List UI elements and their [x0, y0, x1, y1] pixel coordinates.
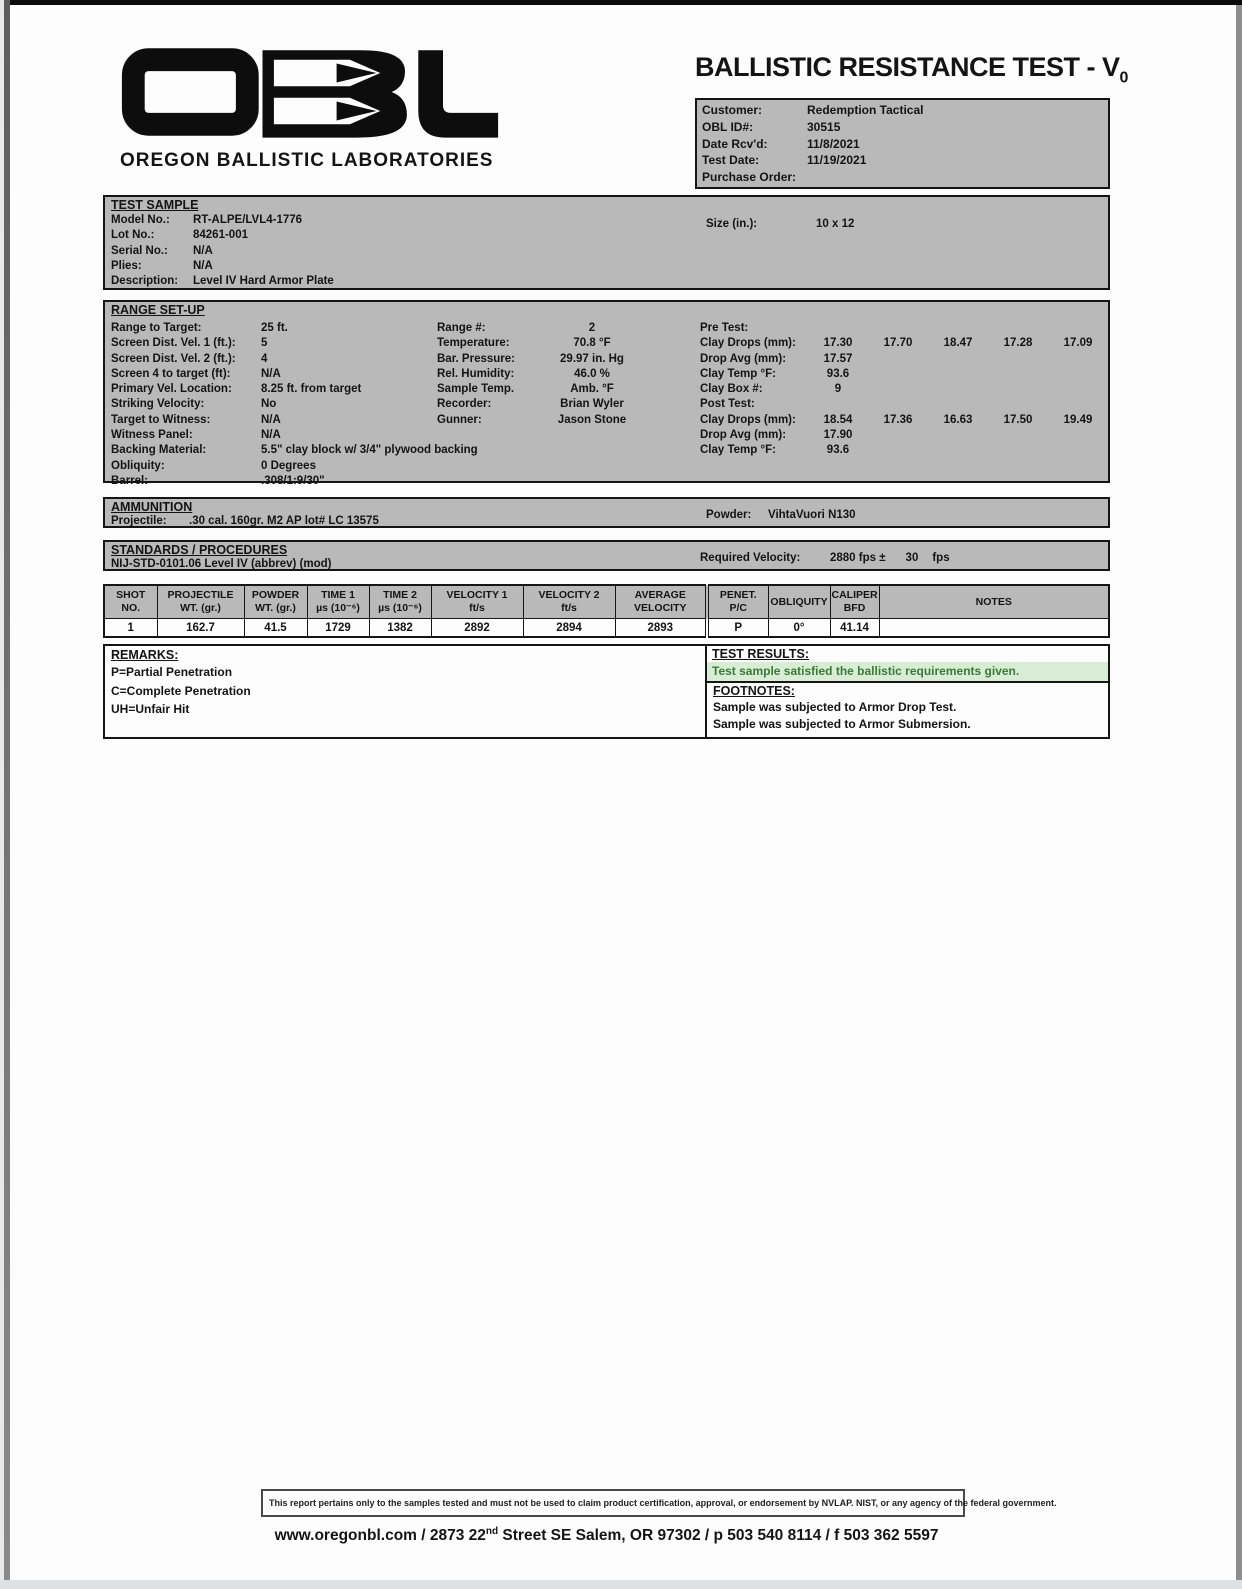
clay-temp-row — [700, 443, 1108, 458]
field-value: Level IV Hard Armor Plate — [193, 275, 334, 288]
field-value: 25 ft. — [261, 322, 288, 334]
range-row — [111, 352, 478, 367]
col-header-penetration: PENET. P/C — [707, 585, 768, 619]
footnotes-box — [705, 681, 1110, 739]
field-value: 8.25 ft. from target — [261, 383, 362, 396]
pretest-header: Pre Test: — [700, 322, 749, 334]
field-label: Target to Witness: — [111, 413, 211, 426]
spacer — [918, 552, 932, 566]
info-row — [702, 152, 1103, 169]
field-value: No — [261, 398, 277, 411]
section-title: TEST RESULTS: — [712, 647, 809, 661]
test-sample-section — [103, 195, 1110, 290]
clay-box-row — [700, 382, 1108, 397]
test-sample-row — [111, 244, 1102, 259]
remark-line: C=Complete Penetration — [111, 683, 251, 698]
field-label: Rel. Humidity: — [437, 367, 515, 380]
info-label: Purchase Order: — [702, 169, 797, 184]
info-value: Redemption Tactical — [807, 103, 924, 118]
field-label: Recorder: — [437, 398, 492, 411]
info-value: 11/8/2021 — [807, 136, 860, 151]
field-value: 93.6 — [826, 444, 850, 457]
range-setup-col1 — [111, 321, 478, 489]
field-label: Range #: — [437, 322, 486, 334]
field-label: Barrel: — [111, 474, 149, 487]
range-row — [111, 474, 478, 489]
field-value: 17.57 — [823, 352, 853, 365]
field-value: 29.97 in. Hg — [560, 352, 624, 365]
field-label: Serial No.: — [111, 244, 168, 257]
section-title: STANDARDS / PROCEDURES — [111, 543, 288, 557]
field-label: Range to Target: — [111, 322, 202, 334]
clay-drops-row — [700, 413, 1108, 428]
obl-logo — [120, 46, 515, 172]
cell-projectile-wt: 162.7 — [157, 619, 244, 638]
field-value: 93.6 — [826, 367, 850, 380]
ammunition-section — [103, 497, 1110, 528]
field-value: .308/1:9/30" — [261, 474, 325, 487]
range-row — [111, 459, 478, 474]
field-label: Plies: — [111, 259, 142, 272]
footer-address — [103, 1526, 1110, 1545]
test-sample-row — [111, 274, 1102, 289]
page-title-sub: 0 — [1119, 69, 1128, 87]
standards-spec: NIJ-STD-0101.06 Level IV (abbrev) (mod) — [111, 558, 332, 570]
field-label: Clay Temp °F: — [700, 367, 776, 380]
field-value: 10 x 12 — [816, 218, 855, 230]
col-header-caliper-bfd: CALIPER BFD — [830, 585, 879, 619]
required-velocity-value: 2880 fps ± — [830, 552, 886, 565]
field-value: Amb. °F — [570, 383, 614, 396]
header-right — [695, 52, 1128, 189]
field-label: Required Velocity: — [700, 552, 801, 565]
range-row — [437, 413, 647, 428]
field-value: 84261-001 — [193, 229, 248, 242]
range-row — [111, 428, 478, 443]
clay-drops-row — [700, 336, 1108, 351]
col-header-velocity2: VELOCITY 2 ft/s — [523, 585, 615, 619]
cell-penetration: P — [707, 619, 768, 638]
info-row — [702, 119, 1103, 136]
col-header-shot-no: SHOT NO. — [104, 585, 157, 619]
clay-drop-value: 16.63 — [943, 413, 973, 426]
field-label: Lot No.: — [111, 229, 155, 242]
field-label: Bar. Pressure: — [437, 352, 515, 365]
page-title-text: BALLISTIC RESISTANCE TEST - V — [695, 52, 1120, 82]
field-value: N/A — [261, 429, 281, 442]
cell-shot-no: 1 — [104, 619, 157, 638]
range-row — [437, 382, 647, 397]
field-value: Brian Wyler — [560, 398, 624, 411]
powder-row — [706, 509, 856, 523]
cell-average-velocity: 2893 — [615, 619, 707, 638]
section-title: RANGE SET-UP — [111, 303, 205, 317]
range-row — [111, 443, 478, 458]
field-label: Clay Drops (mm): — [700, 337, 796, 350]
field-value: N/A — [261, 367, 281, 380]
disclaimer-box: This report pertains only to the samples tested and must not be used to claim product certification, approval, or endorsement by NVLAP. NIST, or any agency of the federal government. — [261, 1489, 965, 1517]
page-title — [695, 52, 1128, 87]
photo-edge-right — [1236, 5, 1242, 1580]
field-label: Size (in.): — [706, 218, 758, 230]
clay-drop-value: 18.54 — [823, 413, 853, 426]
info-label: Test Date: — [702, 153, 760, 168]
range-row — [437, 397, 647, 412]
remarks-box — [103, 644, 707, 739]
bottom-region — [103, 644, 1110, 739]
clay-drop-value: 17.09 — [1063, 337, 1093, 350]
clay-drop-value: 17.30 — [823, 337, 853, 350]
required-velocity-unit: fps — [932, 552, 950, 565]
field-label: Clay Drops (mm): — [700, 413, 796, 426]
info-value: 11/19/2021 — [807, 153, 867, 168]
cell-powder-wt: 41.5 — [244, 619, 307, 638]
projectile-row — [111, 515, 1102, 529]
cell-velocity1: 2892 — [431, 619, 523, 638]
field-value: RT-ALPE/LVL4-1776 — [193, 214, 303, 226]
section-title: TEST SAMPLE — [111, 198, 199, 212]
footnote-line: Sample was subjected to Armor Drop Test. — [713, 700, 957, 714]
test-sample-row — [111, 259, 1102, 274]
report-page — [103, 0, 1128, 1589]
field-value: 70.8 °F — [573, 337, 611, 350]
field-label: Gunner: — [437, 413, 482, 426]
standards-section — [103, 540, 1110, 571]
cell-time1: 1729 — [307, 619, 369, 638]
field-label: Drop Avg (mm): — [700, 429, 787, 442]
field-value: 0 Degrees — [261, 459, 316, 472]
col-header-projectile-wt: PROJECTILE WT. (gr.) — [157, 585, 244, 619]
test-sample-row — [111, 213, 1102, 228]
field-value: .30 cal. 160gr. M2 AP lot# LC 13575 — [189, 515, 379, 527]
col-header-average-velocity: AVERAGE VELOCITY — [615, 585, 707, 619]
field-label: Clay Box #: — [700, 383, 763, 396]
field-label: Description: — [111, 275, 179, 288]
range-row — [437, 352, 647, 367]
required-velocity-tolerance: 30 — [905, 552, 919, 565]
range-row — [111, 413, 478, 428]
field-label: Striking Velocity: — [111, 398, 205, 411]
range-row — [437, 367, 647, 382]
clay-drop-value: 19.49 — [1063, 413, 1093, 426]
range-row — [437, 336, 647, 351]
field-label: Screen Dist. Vel. 1 (ft.): — [111, 337, 236, 350]
cell-velocity2: 2894 — [523, 619, 615, 638]
field-label: Powder: — [706, 509, 752, 522]
cell-notes — [879, 619, 1109, 638]
clay-drop-value: 17.50 — [1003, 413, 1033, 426]
field-label: Screen 4 to target (ft): — [111, 367, 231, 380]
cell-caliper-bfd: 41.14 — [830, 619, 879, 638]
footer-address-pre: www.oregonbl.com / 2873 22 — [274, 1527, 486, 1545]
section-title: AMMUNITION — [111, 500, 193, 514]
drop-avg-row — [700, 352, 1108, 367]
results-column — [707, 644, 1110, 739]
col-header-obliquity: OBLIQUITY — [768, 585, 830, 619]
range-row — [111, 382, 478, 397]
field-label: Temperature: — [437, 337, 510, 350]
col-header-powder-wt: POWDER WT. (gr.) — [244, 585, 307, 619]
field-label: Drop Avg (mm): — [700, 352, 787, 365]
field-value: VihtaVuori N130 — [768, 509, 856, 522]
customer-info-box — [695, 98, 1110, 189]
info-label: Date Rcv'd: — [702, 136, 768, 151]
section-title: FOOTNOTES: — [713, 684, 795, 698]
field-label: Witness Panel: — [111, 429, 193, 442]
range-row — [111, 367, 478, 382]
field-value: 5 — [261, 337, 268, 350]
section-title: REMARKS: — [111, 648, 179, 662]
field-value: 2 — [588, 322, 596, 334]
field-value: 5.5" clay block w/ 3/4" plywood backing — [261, 444, 478, 457]
field-value: 46.0 % — [574, 367, 610, 380]
footer-address-post: Street SE Salem, OR 97302 / p 503 540 8114 / f 503 362 5597 — [498, 1527, 939, 1545]
logo-caption: OREGON BALLISTIC LABORATORIES — [120, 150, 494, 171]
field-value: 9 — [834, 383, 842, 396]
field-label: Screen Dist. Vel. 2 (ft.): — [111, 352, 236, 365]
remark-line: UH=Unfair Hit — [111, 702, 190, 716]
footer-address-sup: nd — [485, 1526, 499, 1537]
clay-drop-value: 18.47 — [943, 337, 973, 350]
field-label: Obliquity: — [111, 459, 165, 472]
field-label: Sample Temp. — [437, 383, 515, 396]
range-setup-section — [103, 300, 1110, 487]
posttest-header: Post Test: — [700, 398, 755, 411]
footnote-line: Sample was subjected to Armor Submersion. — [713, 717, 971, 731]
clay-temp-row — [700, 367, 1108, 382]
range-row — [111, 336, 478, 351]
range-row — [437, 321, 647, 336]
col-header-velocity1: VELOCITY 1 ft/s — [431, 585, 523, 619]
remark-line: P=Partial Penetration — [111, 665, 233, 679]
spacer — [886, 552, 906, 566]
range-setup-col3 — [700, 321, 1108, 459]
field-value: N/A — [193, 259, 213, 272]
drop-avg-row — [700, 428, 1108, 443]
test-sample-row — [111, 228, 1102, 243]
size-row — [706, 217, 854, 232]
field-value: 17.90 — [823, 429, 853, 442]
cell-time2: 1382 — [369, 619, 431, 638]
field-value: N/A — [193, 244, 213, 257]
info-label: OBL ID#: — [702, 119, 754, 134]
clay-drop-value: 17.36 — [883, 413, 913, 426]
photo-edge-left-inner — [4, 0, 10, 1589]
range-row — [111, 397, 478, 412]
shot-table — [103, 584, 1110, 638]
field-label: Primary Vel. Location: — [111, 383, 232, 396]
info-row — [702, 102, 1103, 119]
field-label: Model No.: — [111, 214, 170, 226]
info-label: Customer: — [702, 103, 763, 118]
required-velocity-row — [700, 552, 950, 566]
range-setup-col2 — [437, 321, 647, 428]
info-row — [702, 169, 1103, 186]
field-label: Backing Material: — [111, 444, 207, 457]
obl-logo-icon — [120, 46, 500, 138]
range-row — [111, 321, 478, 336]
test-result-banner: Test sample satisfied the ballistic requirements given. — [707, 662, 1108, 681]
shot-table-data-row — [104, 619, 1109, 638]
cell-obliquity: 0° — [768, 619, 830, 638]
info-row — [702, 136, 1103, 153]
shot-table-header-row — [104, 585, 1109, 619]
field-value: N/A — [261, 413, 281, 426]
info-value: 30515 — [807, 119, 841, 134]
col-header-notes: NOTES — [879, 585, 1109, 619]
field-value: Jason Stone — [557, 413, 627, 426]
test-results-box — [705, 644, 1110, 683]
col-header-time1: TIME 1 µs (10⁻⁶) — [307, 585, 369, 619]
field-label: Projectile: — [111, 515, 167, 527]
clay-drop-value: 17.70 — [883, 337, 913, 350]
field-label: Clay Temp °F: — [700, 444, 776, 457]
field-value: 4 — [261, 352, 268, 365]
clay-drop-value: 17.28 — [1003, 337, 1033, 350]
col-header-time2: TIME 2 µs (10⁻⁶) — [369, 585, 431, 619]
